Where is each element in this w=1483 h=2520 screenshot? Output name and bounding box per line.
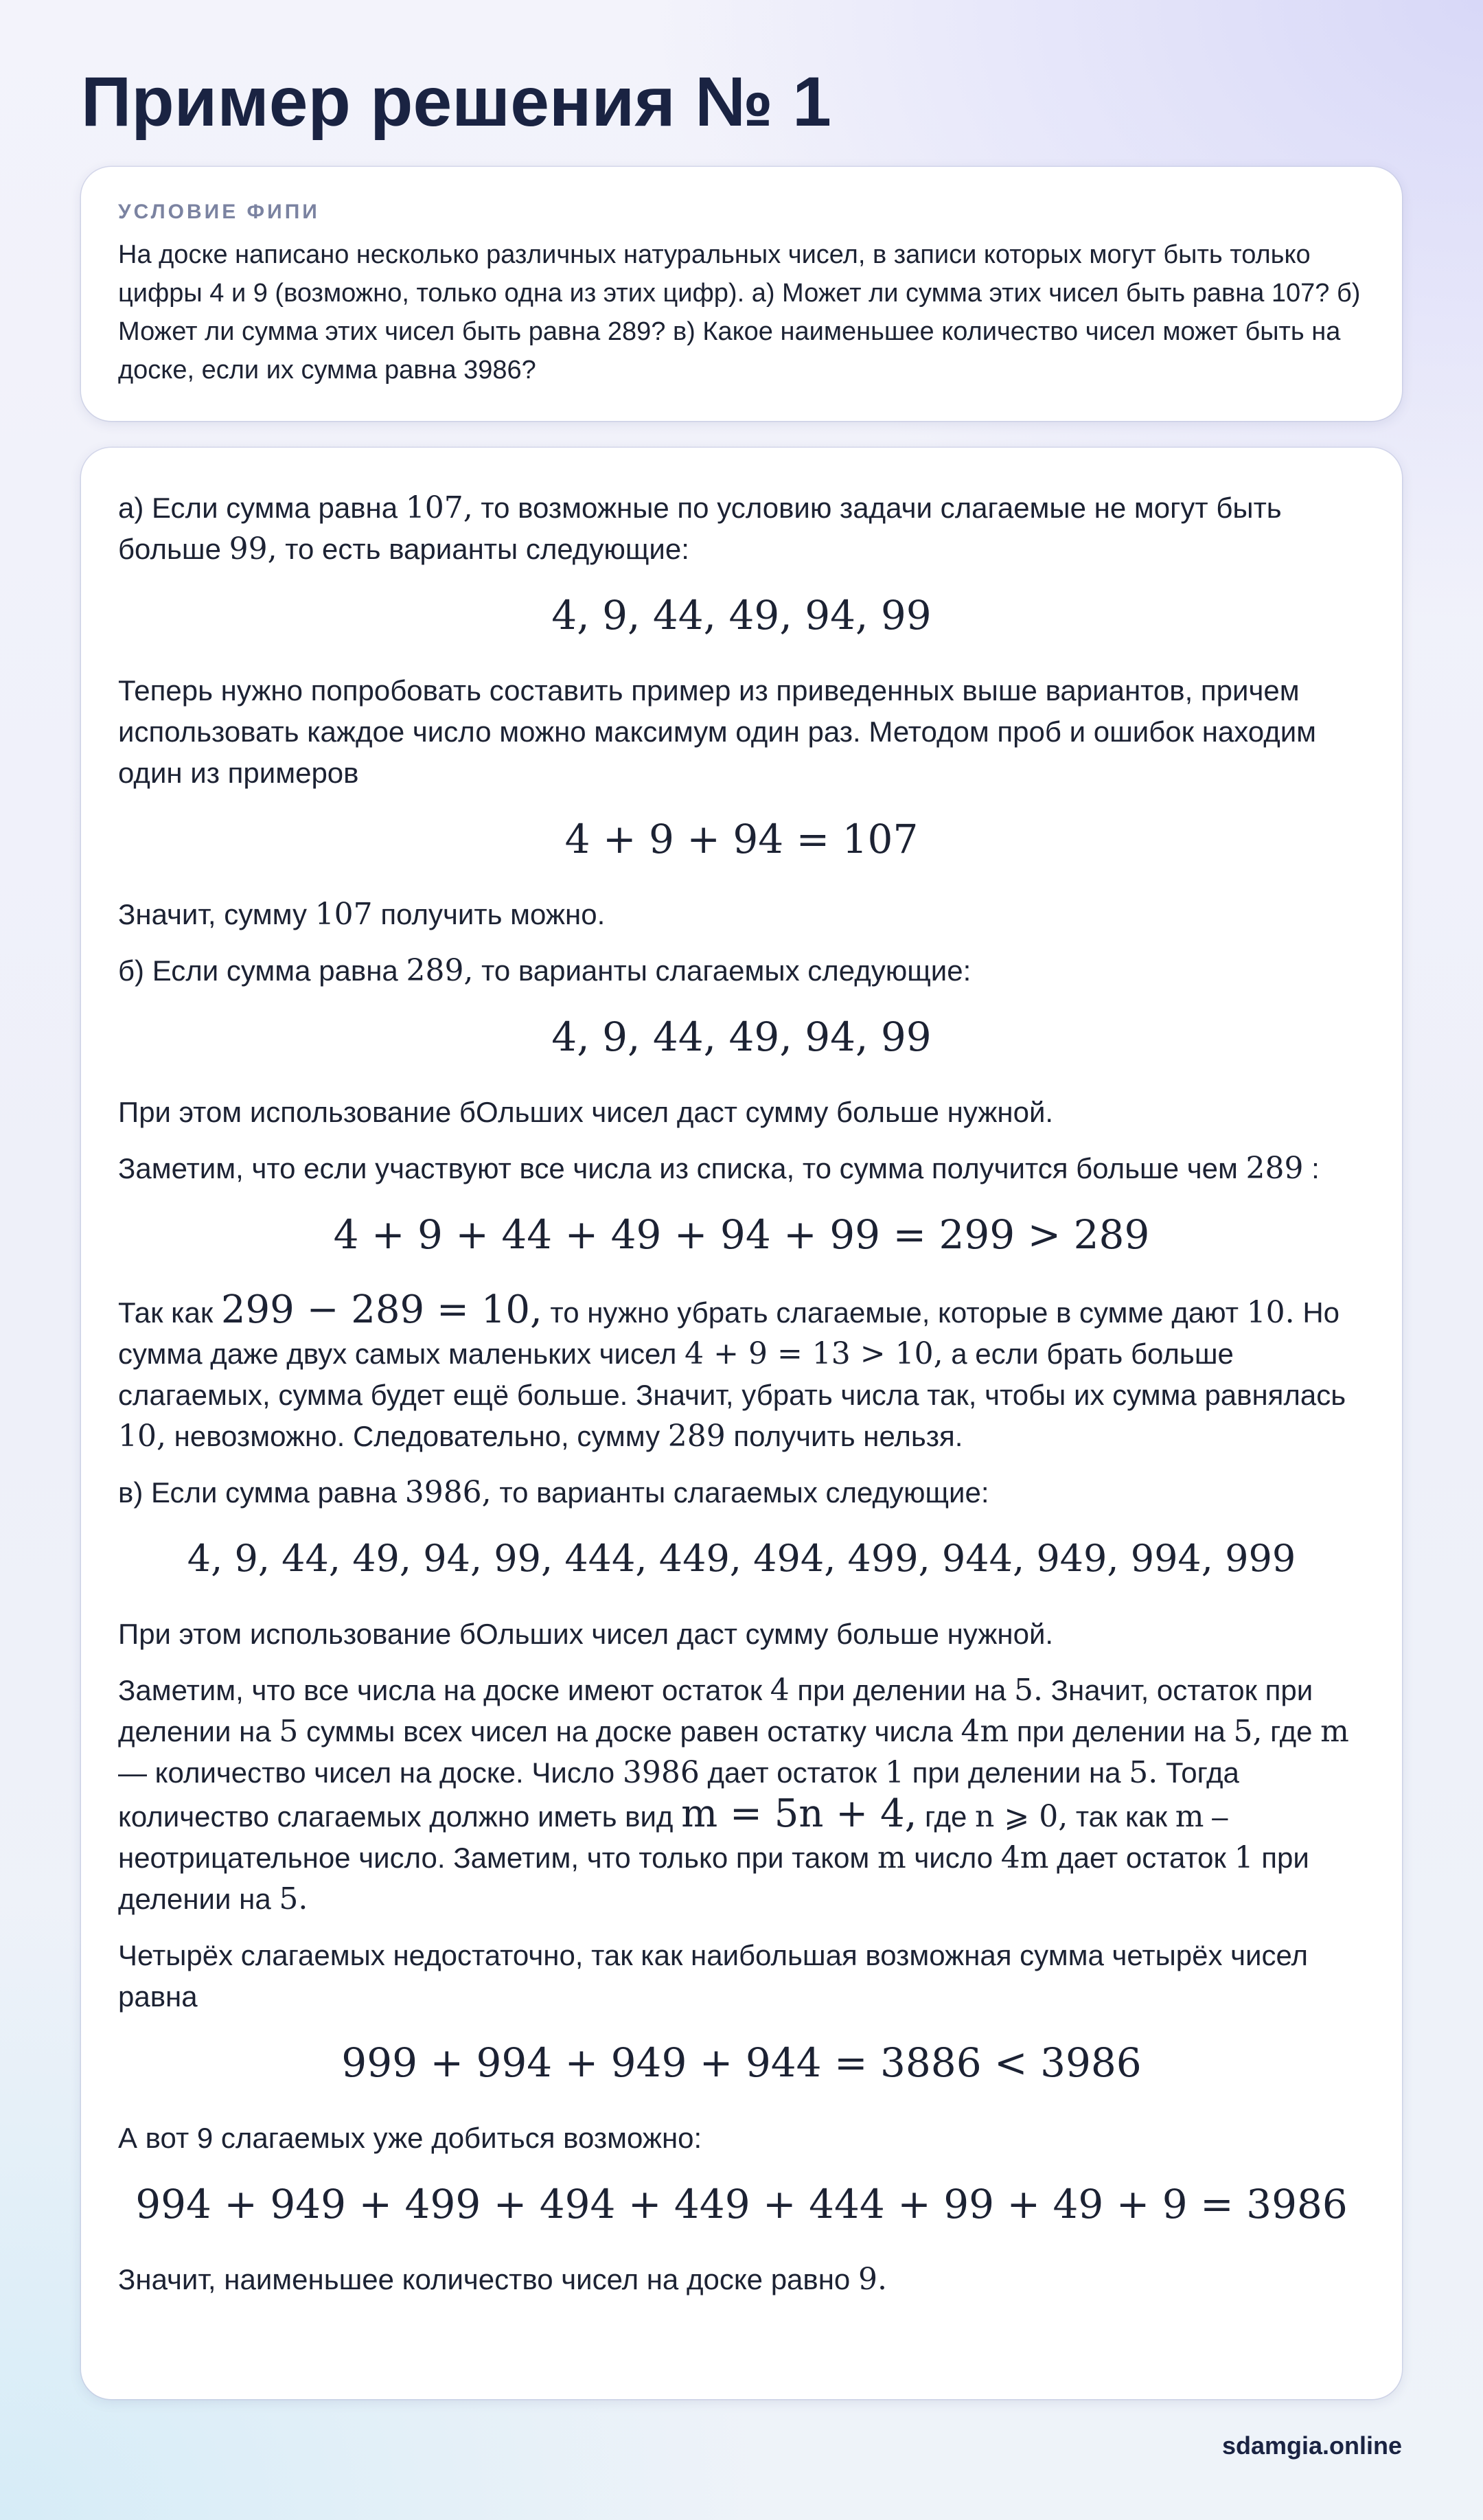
math: 289 [1245, 1151, 1304, 1186]
math: 5, [1233, 1714, 1263, 1749]
formula-a-example: 4 + 9 + 94 = 107 [564, 816, 919, 862]
formula-b-sum: 4 + 9 + 44 + 49 + 94 + 99 = 299 > 289 [333, 1211, 1150, 1258]
math: 3986, [404, 1475, 492, 1510]
solution-card [81, 448, 1402, 2399]
text: то варианты слагаемых следующие: [491, 1476, 989, 1509]
solution-b-intro [118, 950, 1365, 992]
math: 289 [667, 1419, 726, 1454]
text: б) Если сумма равна [118, 954, 406, 987]
math: 9. [858, 2262, 887, 2297]
text: где [1262, 1715, 1321, 1748]
page-title: Пример решения № 1 [81, 62, 831, 141]
math: 289, [406, 953, 474, 988]
text: а если брать больше слагаемых, сумма будет ещё больше. Значит, убрать числа так, чтобы их сумма равнялась [118, 1338, 1346, 1411]
text: — количество чисел на доске. Число [118, 1756, 623, 1789]
text: при делении на [904, 1756, 1129, 1789]
math: m [1175, 1799, 1204, 1834]
text: при делении на [789, 1674, 1015, 1706]
solution-b-note: При этом использование бОльших чисел даст сумму больше нужной. [118, 1096, 1054, 1128]
text: Так как [118, 1296, 221, 1329]
formula-b-options: 4, 9, 44, 49, 94, 99 [551, 1013, 932, 1060]
text: так как [1068, 1800, 1175, 1833]
math: 5. [1129, 1755, 1158, 1790]
math: 107, [405, 490, 473, 525]
text: при делении на [118, 1842, 1309, 1915]
solution-c-intro [118, 1472, 1365, 1513]
solution-b-observation [118, 1148, 1365, 1189]
math: 107 [314, 897, 373, 932]
solution-a-conclusion [118, 894, 1365, 935]
text: Заметим, что если участвуют все числа из списка, то сумма получится больше чем [118, 1152, 1246, 1184]
text: где [917, 1800, 976, 1833]
math: 299 − 289 = 10, [220, 1287, 542, 1332]
text: а) Если сумма равна [118, 492, 406, 524]
text: невозможно. Следовательно, сумму [165, 1420, 668, 1452]
math: 4 [770, 1673, 790, 1708]
math: 4m [1000, 1840, 1049, 1875]
text: дает остаток [1048, 1842, 1234, 1874]
text: то нужно убрать слагаемые, которые в сумме дают [542, 1296, 1247, 1329]
formula-c-nine-sum: 994 + 949 + 499 + 494 + 449 + 444 + 99 + 49 + 9 = 3986 [135, 2181, 1348, 2227]
math: 10, [118, 1419, 166, 1454]
math: 1 [1234, 1840, 1254, 1875]
condition-card [81, 167, 1402, 421]
text: суммы всех чисел на доске равен остатку числа [298, 1715, 961, 1748]
math: 99, [229, 531, 277, 566]
text: Значит, остаток при делении на [118, 1674, 1313, 1748]
solution-b-conclusion [118, 1287, 1365, 1457]
math: m [877, 1840, 906, 1875]
solution-c-note: При этом использование бОльших чисел даст сумму больше нужной. [118, 1618, 1054, 1650]
math: 5 [279, 1714, 299, 1749]
math: m = 5n + 4, [681, 1791, 917, 1836]
text: – неотрицательное число. Заметим, что только при таком [118, 1800, 1228, 1874]
text: Значит, наименьшее количество чисел на доске равно [118, 2263, 858, 2295]
text: Но сумма даже двух самых маленьких чисел [118, 1296, 1340, 1370]
text: дает остаток [699, 1756, 885, 1789]
solution-a-method: Теперь нужно попробовать составить пример из приведенных выше вариантов, причем использовать каждое число можно максимум один раз. Методом проб и ошибок находим один из примеров [118, 674, 1317, 789]
text: в) Если сумма равна [118, 1476, 405, 1509]
math: m [1320, 1714, 1349, 1749]
solution-c-nine-terms: А вот 9 слагаемых уже добиться возможно: [118, 2122, 702, 2154]
text: то есть варианты следующие: [277, 533, 689, 565]
text: при делении на [1009, 1715, 1234, 1748]
text: получить можно. [372, 898, 606, 930]
math: n ⩾ 0, [975, 1799, 1068, 1834]
formula-a-options: 4, 9, 44, 49, 94, 99 [551, 592, 932, 639]
math: 1 [884, 1755, 904, 1790]
solution-c-remainder [118, 1670, 1365, 1920]
text: получить нельзя. [725, 1420, 963, 1452]
solution-c-conclusion [118, 2259, 1365, 2300]
solution-c-four-terms: Четырёх слагаемых недостаточно, так как наибольшая возможная сумма четырёх чисел равна [118, 1939, 1308, 2013]
math: 5. [279, 1881, 308, 1916]
text: то варианты слагаемых следующие: [473, 954, 972, 987]
math: 10. [1246, 1295, 1295, 1330]
formula-c-max-four: 999 + 994 + 949 + 944 = 3886 < 3986 [341, 2039, 1142, 2086]
formula-c-options: 4, 9, 44, 49, 94, 99, 444, 449, 494, 499, 944, 949, 994, 999 [187, 1537, 1296, 1580]
math: 4 + 9 = 13 > 10, [685, 1336, 943, 1371]
condition-text: На доске написано несколько различных натуральных чисел, в записи которых могут быть только цифры 4 и 9 (возможно, только одна из этих цифр). а) Может ли сумма этих чисел быть равна 107? б) Может ли сумма этих чисел быть равна 289? в) Какое наименьшее количество чисел может быть на доске, если их сумма равна 3986? [118, 240, 1361, 385]
text: Тогда количество слагаемых должно иметь вид [118, 1756, 1239, 1833]
text: Значит, сумму [118, 898, 315, 930]
text: то возможные по условию задачи слагаемые не могут быть больше [118, 492, 1282, 565]
text: Заметим, что все числа на доске имеют остаток [118, 1674, 770, 1706]
text: число [906, 1842, 1001, 1874]
math: 5. [1014, 1673, 1043, 1708]
solution-a-intro [118, 488, 1365, 570]
math: 4m [961, 1714, 1009, 1749]
text: : [1303, 1152, 1320, 1184]
condition-label: УСЛОВИЕ ФИПИ [118, 201, 320, 223]
math: 3986 [622, 1755, 700, 1790]
site-footer-brand: sdamgia.online [1221, 2431, 1402, 2460]
